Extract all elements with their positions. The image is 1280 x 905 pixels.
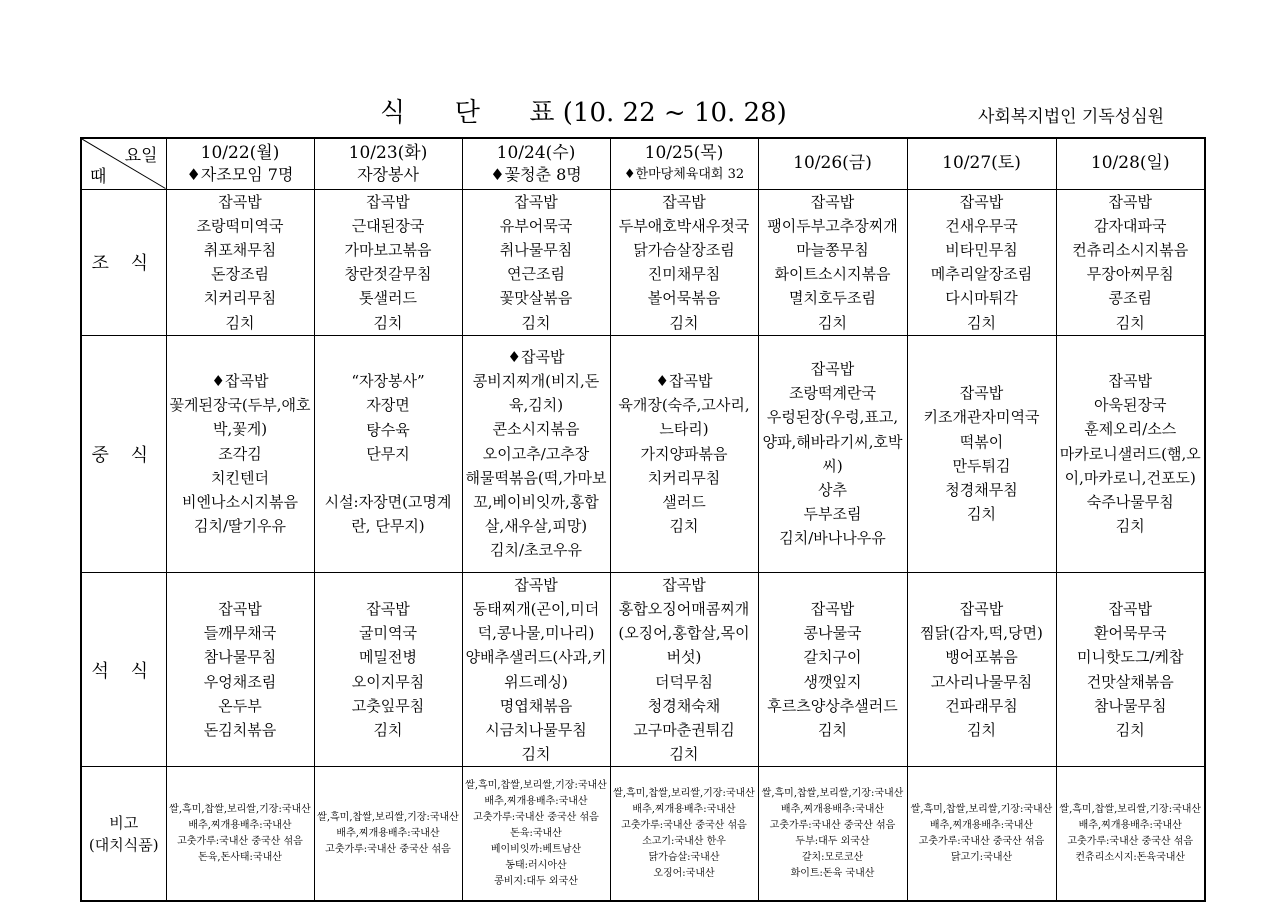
day-event: 자장봉사 (357, 164, 419, 184)
menu-cell (314, 572, 462, 767)
menu-item: 우엉채조림 (203, 672, 277, 691)
menu-item: 비엔나소시지볶음 (182, 493, 298, 512)
menu-item: ♦잡곡밥 (655, 372, 713, 390)
menu-item: 무장아찌무침 (1086, 265, 1174, 284)
menu-item: 잡곡밥 (959, 384, 1004, 403)
origin-note: 베이비잇까:베트남산 (490, 843, 582, 855)
menu-item: 미니핫도그/케찹 (1077, 648, 1184, 667)
day-date: 10/26(금) (793, 153, 872, 174)
menu-item: 취포채무침 (203, 240, 277, 259)
menu-cell (907, 335, 1056, 572)
menu-item: 연근조림 (507, 265, 565, 284)
menu-item: 치커리무침 (647, 468, 721, 487)
menu-item: 탕수육 (366, 420, 410, 439)
menu-item: 볼어묵볶음 (647, 289, 721, 308)
menu-item: 조랑떡미역국 (196, 216, 284, 235)
menu-item: 김치 (373, 313, 403, 332)
organization-name: 사회복지법인 기독성심원 (978, 107, 1165, 127)
menu-item: 콩비지찌개(비지,돈육,김치) (472, 372, 600, 415)
origin-note: 고춧가루:국내산 중국산 섞음 (918, 835, 1045, 847)
menu-item: 잡곡밥 (810, 192, 855, 211)
day-header (758, 138, 907, 189)
menu-item: 참나물무침 (203, 648, 277, 667)
menu-item: 콩나물국 (803, 624, 862, 643)
menu-item: 잡곡밥 (366, 192, 410, 211)
menu-item: 마카로니샐러드(햄,오이,마카로니,건포도) (1059, 444, 1201, 487)
origin-note: 고춧가루:국내산 중국산 섞음 (1067, 835, 1194, 847)
menu-item: 잡곡밥 (514, 575, 558, 594)
menu-cell (610, 189, 758, 335)
menu-item: 다시마튀각 (945, 289, 1018, 308)
menu-item: 김치 (1115, 720, 1145, 739)
menu-item: 건파래무침 (945, 696, 1018, 715)
origin-note: 쌀,흑미,찹쌀,보리쌀,기장:국내산 (1059, 803, 1202, 815)
origin-note: 배추,찌개용배추:국내산 (632, 803, 736, 815)
origin-note: 배추,찌개용배추:국내산 (1078, 819, 1182, 831)
origin-note: 배추,찌개용배추:국내산 (780, 803, 885, 815)
origin-note: 쌀,흑미,찹쌀,보리쌀,기장:국내산 (465, 779, 607, 791)
menu-item: 마늘쫑무침 (796, 240, 869, 259)
corner-day-label: 요일 (124, 146, 158, 166)
menu-item: 잡곡밥 (366, 599, 410, 618)
menu-item: 고춧잎무침 (351, 696, 425, 715)
meal-label: 중 식 (81, 335, 166, 572)
menu-item: 두부애호박새우젓국 (618, 216, 750, 235)
menu-item: 시설:자장면(고명계란, 단무지) (324, 492, 452, 536)
menu-cell (462, 189, 610, 335)
origin-note: 쌀,흑미,찹쌀,보리쌀,기장:국내산 (761, 787, 904, 799)
menu-item: 청경채숙채 (647, 696, 721, 715)
origin-note: 고춧가루:국내산 중국산 섞음 (473, 811, 599, 823)
menu-item: 김치 (521, 313, 551, 332)
menu-item: 양배추샐러드(사과,키위드레싱) (465, 648, 607, 691)
origin-note: 닭고기:국내산 (950, 851, 1013, 863)
menu-item: 아욱된장국 (1094, 396, 1167, 415)
menu-item: 김치 (669, 745, 699, 764)
origin-note-cell (758, 767, 907, 901)
menu-item: 꽃맛살볶음 (499, 289, 573, 308)
origin-note: 배추,찌개용배추:국내산 (929, 819, 1034, 831)
menu-cell (907, 189, 1056, 335)
menu-cell (314, 335, 462, 572)
menu-item: 동태찌개(곤이,미더덕,콩나물,미나리) (472, 599, 600, 643)
menu-cell (166, 572, 314, 767)
menu-item: 잡곡밥 (514, 192, 558, 211)
menu-item: 오이고추/고추장 (482, 444, 590, 463)
menu-item: 잡곡밥 (662, 575, 706, 594)
menu-item: 잡곡밥 (662, 192, 706, 211)
menu-item: 후르츠양상추샐러드 (767, 696, 898, 715)
meal-label: 조 식 (81, 189, 166, 335)
origin-note: 쌀,흑미,찹쌀,보리쌀,기장:국내산 (613, 787, 755, 799)
origin-note-cell (907, 767, 1056, 901)
menu-item: 갈치구이 (803, 648, 862, 667)
origin-note: 갈치:모로코산 (801, 851, 864, 863)
menu-item: 고구마춘권튀김 (633, 720, 735, 739)
menu-item: 자장면 (366, 396, 410, 415)
menu-item: ♦잡곡밥 (507, 347, 565, 366)
menu-item: 취나물무침 (499, 240, 573, 259)
menu-cell (610, 572, 758, 767)
menu-item: 잡곡밥 (218, 599, 262, 618)
meal-row (81, 335, 1205, 572)
menu-item: 건맛살채볶음 (1086, 672, 1174, 691)
menu-cell (166, 189, 314, 335)
menu-item: 콘소시지볶음 (492, 420, 580, 439)
origin-note: 닭가슴살:국내산 (648, 851, 720, 863)
menu-item: 찜닭(감자,떡,당면) (920, 624, 1043, 643)
origin-note-cell (166, 767, 314, 901)
origin-note-cell (462, 767, 610, 901)
menu-item: 감자대파국 (1094, 216, 1167, 235)
menu-cell (314, 189, 462, 335)
menu-item: 청경채무침 (945, 480, 1018, 499)
menu-cell (462, 335, 610, 572)
menu-item: 김치 (818, 720, 847, 739)
menu-item: 생깻잎지 (803, 672, 862, 691)
menu-item: 환어묵무국 (1094, 624, 1167, 643)
menu-item: 잡곡밥 (810, 599, 855, 618)
menu-item: 해물떡볶음(떡,가마보꼬,베이비잇까,홍합살,새우살,피망) (465, 468, 607, 536)
day-date: 10/27(토) (942, 153, 1021, 174)
menu-item: 떡볶이 (959, 432, 1004, 451)
origin-note: 쌀,흑미,찹쌀,보리쌀,기장:국내산 (169, 803, 311, 815)
menu-item: 김치/바나나우유 (779, 529, 886, 548)
menu-item: 김치 (373, 720, 403, 739)
menu-item: 시금치나물무침 (485, 720, 587, 739)
menu-item: 굴미역국 (359, 624, 417, 643)
day-date: 10/25(목) (644, 142, 724, 163)
menu-item: 김치 (967, 313, 996, 332)
menu-item: 김치 (669, 517, 699, 536)
menu-table (80, 137, 1206, 902)
origin-note: 고춧가루:국내산 중국산 섞음 (621, 819, 747, 831)
menu-item: 잡곡밥 (959, 599, 1004, 618)
origin-note: 쌀,흑미,찹쌀,보리쌀,기장:국내산 (317, 811, 459, 823)
origin-note-cell (610, 767, 758, 901)
day-date: 10/28(일) (1090, 153, 1170, 174)
menu-cell (610, 335, 758, 572)
notes-label: 비고 (대치식품) (81, 767, 166, 901)
origin-note: 콩비지:대두 외국산 (494, 875, 578, 887)
menu-item: 조각김 (218, 444, 262, 463)
menu-cell (462, 572, 610, 767)
menu-item: 숙주나물무침 (1086, 493, 1174, 512)
menu-item: 돈장조림 (211, 265, 269, 284)
notes-row (81, 767, 1205, 901)
menu-item: 잡곡밥 (218, 192, 262, 211)
menu-cell (758, 572, 907, 767)
origin-note: 동태:러시아산 (505, 859, 567, 871)
menu-item (317, 466, 460, 490)
menu-item: 잡곡밥 (1108, 599, 1152, 618)
origin-note: 쌀,흑미,찹쌀,보리쌀,기장:국내산 (910, 803, 1053, 815)
menu-item: 조랑떡계란국 (789, 384, 876, 403)
menu-item: 샐러드 (662, 493, 706, 512)
day-header (462, 138, 610, 189)
day-date: 10/22(월) (200, 142, 280, 163)
origin-note: 돈육,돈사태:국내산 (198, 851, 282, 863)
day-header (610, 138, 758, 189)
menu-item: ♦잡곡밥 (211, 372, 269, 390)
menu-item: 톳샐러드 (359, 289, 417, 308)
menu-item: 건새우무국 (945, 216, 1018, 235)
menu-cell (758, 189, 907, 335)
menu-item: 김치/초코우유 (490, 541, 582, 560)
menu-item: 키조개관자미역국 (923, 408, 1040, 427)
menu-item: 치커리무침 (203, 289, 277, 308)
day-event: ♦자조모임 7명 (186, 164, 294, 184)
menu-item: 우렁된장(우렁,표고,양파,해바라기씨,호박씨) (762, 408, 903, 475)
menu-item: 팽이두부고추장찌개 (767, 216, 898, 235)
menu-item: 잡곡밥 (1108, 372, 1152, 390)
menu-item: 김치 (1115, 313, 1145, 332)
origin-note: 돈육:국내산 (510, 827, 562, 839)
menu-item: 훈제오리/소스 (1084, 420, 1177, 439)
menu-item: 김치 (1115, 517, 1145, 536)
menu-item: 김치 (669, 313, 699, 332)
menu-item: 상추 (818, 480, 847, 499)
menu-item: 육개장(숙주,고사리,느타리) (618, 396, 750, 439)
menu-item: 메밀전병 (359, 648, 417, 667)
origin-note: 배추,찌개용배추:국내산 (484, 795, 588, 807)
menu-item: 단무지 (366, 444, 410, 463)
menu-item: 김치 (967, 505, 996, 524)
menu-item: 명엽채볶음 (499, 696, 573, 715)
menu-item: 김치 (967, 720, 996, 739)
day-date: 10/24(수) (496, 142, 576, 163)
menu-item: 창란젓갈무침 (344, 265, 432, 284)
menu-item: 잡곡밥 (959, 192, 1004, 211)
menu-item: 화이트소시지볶음 (774, 265, 891, 284)
menu-item: 돈김치볶음 (203, 720, 277, 739)
origin-note: 오징어:국내산 (653, 867, 715, 879)
menu-cell (907, 572, 1056, 767)
menu-item: 비타민무침 (945, 240, 1018, 259)
day-event: ♦한마당체육대회 32 (623, 166, 745, 182)
day-event: ♦꽃청춘 8명 (490, 164, 582, 184)
menu-item: 치킨텐더 (211, 468, 269, 487)
corner-cell (81, 138, 166, 189)
menu-item: 김치 (225, 313, 255, 332)
origin-note: 화이트:돈육 국내산 (790, 867, 875, 879)
day-header (1056, 138, 1205, 189)
origin-note: 배추,찌개용배추:국내산 (336, 827, 440, 839)
menu-item: 가마보고볶음 (344, 240, 432, 259)
origin-note: 고춧가루:국내산 중국산 섞음 (325, 843, 451, 855)
day-header (166, 138, 314, 189)
menu-item: 두부조림 (803, 505, 862, 524)
menu-cell (1056, 189, 1205, 335)
menu-item: 홍합오징어매콤찌개(오징어,홍합살,목이버섯) (618, 599, 750, 667)
day-date: 10/23(화) (348, 142, 428, 163)
menu-item: 컨츄리소시지볶음 (1072, 240, 1189, 259)
menu-item: 더덕무침 (655, 672, 713, 691)
menu-item: 참나물무침 (1094, 696, 1167, 715)
menu-item: 멸치호두조림 (789, 289, 876, 308)
origin-note: 두부:대두 외국산 (795, 835, 870, 847)
origin-note: 고춧가루:국내산 중국산 섞음 (177, 835, 303, 847)
menu-item: 유부어묵국 (499, 216, 573, 235)
menu-cell (1056, 335, 1205, 572)
meal-row (81, 572, 1205, 767)
menu-cell (1056, 572, 1205, 767)
menu-cell (166, 335, 314, 572)
menu-item: 닭가슴살장조림 (633, 240, 735, 259)
menu-item: 메추리알장조림 (930, 265, 1033, 284)
menu-item: 가지양파볶음 (640, 444, 728, 463)
corner-meal-label: 때 (90, 166, 107, 187)
origin-note: 배추,찌개용배추:국내산 (188, 819, 292, 831)
meal-label: 석 식 (81, 572, 166, 767)
origin-note: 고춧가루:국내산 중국산 섞음 (769, 819, 896, 831)
page-title: 식 단 표 (10. 22 ~ 10. 28) (380, 98, 787, 128)
menu-item: 진미채무침 (647, 265, 721, 284)
menu-item: 잡곡밥 (810, 359, 855, 378)
origin-note-cell (1056, 767, 1205, 901)
menu-item: 근대된장국 (351, 216, 425, 235)
day-header (907, 138, 1056, 189)
menu-item: 김치 (818, 313, 847, 332)
origin-note: 소고기:국내산 한우 (642, 835, 726, 847)
menu-item: 김치 (521, 745, 551, 764)
meal-row (81, 189, 1205, 335)
menu-item: 들깨무채국 (203, 624, 277, 643)
menu-item: 꽃게된장국(두부,애호박,꽃게) (169, 396, 311, 439)
header-row (81, 138, 1205, 189)
menu-item: 콩조림 (1108, 289, 1152, 308)
menu-item: 고사리나물무침 (930, 672, 1033, 691)
origin-note-cell (314, 767, 462, 901)
day-header (314, 138, 462, 189)
menu-item: “자장봉사” (351, 372, 425, 391)
menu-item: 만두튀김 (952, 456, 1011, 475)
menu-item: 김치/딸기우유 (194, 517, 286, 536)
menu-cell (758, 335, 907, 572)
menu-item: 온두부 (218, 696, 262, 715)
menu-item: 뱅어포볶음 (945, 648, 1018, 667)
menu-item: 잡곡밥 (1108, 192, 1152, 211)
origin-note: 컨츄리소시지:돈육국내산 (1075, 851, 1186, 863)
menu-item: 오이지무침 (351, 672, 425, 691)
